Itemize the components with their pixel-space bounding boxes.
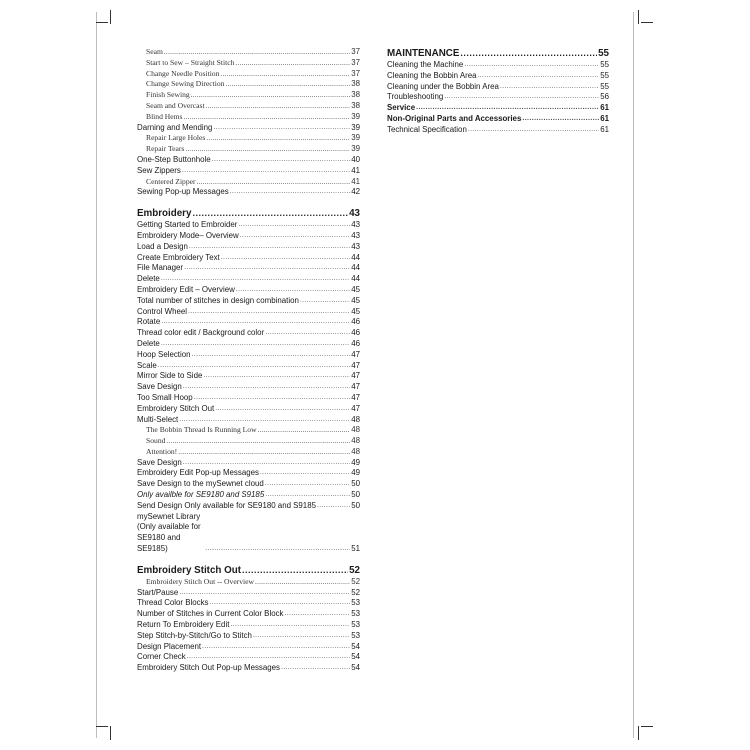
- toc-entry[interactable]: [137, 512, 360, 555]
- toc-leader-dots: [253, 631, 350, 642]
- toc-page-number: 43: [349, 208, 360, 220]
- toc-leader-dots: [235, 58, 350, 69]
- toc-entry-title: Embroidery Edit Pop-up Messages: [137, 468, 259, 478]
- toc-leader-dots: [468, 125, 599, 136]
- toc-left-column: [137, 47, 360, 674]
- toc-entry[interactable]: [387, 114, 609, 125]
- toc-entry[interactable]: [137, 274, 360, 285]
- toc-leader-dots: [166, 436, 350, 447]
- toc-entry-title: mySewnet Library (Only available for SE9180 and SE9185): [137, 511, 201, 554]
- toc-entry[interactable]: [137, 598, 360, 609]
- toc-leader-dots: [236, 285, 350, 296]
- toc-page-number: 39: [351, 133, 360, 143]
- toc-entry[interactable]: [137, 242, 360, 253]
- toc-leader-dots: [221, 253, 350, 264]
- crop-mark-top-left: [110, 10, 111, 24]
- toc-entry-title: Embroidery Mode– Overview: [137, 230, 239, 240]
- toc-leader-dots: [194, 393, 351, 404]
- toc-page-number: 38: [351, 100, 360, 110]
- toc-page-number: 47: [351, 360, 360, 370]
- toc-entry-title: Change Needle Position: [146, 68, 220, 78]
- toc-leader-dots: [187, 652, 351, 663]
- toc-entry-title: Create Embroidery Text: [137, 252, 220, 262]
- toc-page-number: 45: [351, 306, 360, 316]
- toc-entry[interactable]: [137, 642, 360, 653]
- toc-entry[interactable]: [137, 263, 360, 274]
- toc-page-number: 53: [351, 609, 360, 619]
- toc-leader-dots: [460, 47, 597, 60]
- toc-entry-title: Control Wheel: [137, 306, 187, 316]
- toc-page-number: 39: [351, 144, 360, 154]
- toc-page-number: 46: [351, 328, 360, 338]
- toc-entry-title: Repair Large Holes: [146, 133, 206, 143]
- toc-entry[interactable]: [137, 468, 360, 479]
- toc-entry-title: Attention!: [146, 446, 178, 456]
- toc-entry-title: Total number of stitches in design combination: [137, 295, 299, 305]
- toc-page-number: 37: [351, 47, 360, 56]
- toc-entry-title: One-Step Buttonhole: [137, 154, 211, 164]
- toc-entry-title: MAINTENANCE: [387, 48, 460, 59]
- toc-page-number: 53: [351, 630, 360, 640]
- toc-entry[interactable]: [137, 177, 360, 188]
- toc-entry[interactable]: [137, 166, 360, 177]
- toc-entry-title: Embroidery Stitch Out: [137, 403, 215, 413]
- toc-leader-dots: [258, 425, 351, 436]
- toc-leader-dots: [202, 642, 350, 653]
- toc-page-number: 38: [351, 90, 360, 100]
- toc-entry[interactable]: [137, 404, 360, 415]
- toc-leader-dots: [189, 242, 350, 253]
- toc-page-number: 55: [600, 60, 609, 69]
- toc-right-column: [387, 47, 609, 136]
- toc-entry[interactable]: [137, 123, 360, 134]
- toc-entry[interactable]: [137, 577, 360, 588]
- toc-page-number: 55: [600, 70, 609, 80]
- toc-page-number: 42: [351, 187, 360, 197]
- toc-leader-dots: [179, 415, 350, 426]
- toc-page-number: 48: [351, 436, 360, 446]
- toc-leader-dots: [192, 207, 348, 220]
- toc-entry[interactable]: [137, 588, 360, 599]
- toc-entry-title: Embroidery Stitch Out Pop-up Messages: [137, 663, 280, 673]
- toc-entry-title: Step Stitch-by-Stitch/Go to Stitch: [137, 630, 252, 640]
- toc-entry-title: Embroidery Stitch Out -- Overview: [146, 576, 254, 586]
- toc-leader-dots: [240, 231, 350, 242]
- toc-entry[interactable]: [137, 187, 360, 198]
- toc-entry-title: Delete: [137, 338, 160, 348]
- toc-page-number: 51: [351, 544, 360, 554]
- toc-leader-dots: [197, 177, 351, 188]
- toc-leader-dots: [478, 71, 600, 82]
- toc-page-number: 47: [351, 403, 360, 413]
- toc-entry-title: Too Small Hoop: [137, 392, 193, 402]
- toc-leader-dots: [206, 133, 350, 144]
- toc-entry[interactable]: [387, 125, 609, 136]
- toc-entry-title: Sound: [146, 436, 166, 446]
- toc-leader-dots: [255, 577, 350, 588]
- toc-entry-title: Embroidery: [137, 208, 192, 220]
- toc-entry[interactable]: [137, 47, 360, 58]
- toc-entry[interactable]: [137, 101, 360, 112]
- toc-entry[interactable]: [137, 231, 360, 242]
- toc-leader-dots: [203, 371, 350, 382]
- toc-page-number: 52: [351, 576, 360, 586]
- toc-leader-dots: [213, 123, 350, 134]
- crop-mark-top-left-h: [96, 22, 108, 23]
- toc-leader-dots: [182, 166, 350, 177]
- toc-leader-dots: [184, 263, 350, 274]
- toc-entry-title: Scale: [137, 360, 157, 370]
- toc-leader-dots: [238, 220, 350, 231]
- toc-entry[interactable]: [137, 285, 360, 296]
- toc-entry[interactable]: [387, 82, 609, 93]
- toc-entry[interactable]: [137, 620, 360, 631]
- toc-leader-dots: [416, 103, 599, 114]
- toc-page-number: 61: [600, 103, 609, 113]
- toc-entry[interactable]: [137, 253, 360, 264]
- toc-entry[interactable]: [137, 425, 360, 436]
- toc-entry-title: Service: [387, 103, 416, 113]
- toc-leader-dots: [184, 112, 351, 123]
- toc-entry[interactable]: [137, 393, 360, 404]
- toc-page-number: 55: [600, 81, 609, 91]
- toc-page-number: 47: [351, 349, 360, 359]
- toc-entry[interactable]: [137, 328, 360, 339]
- toc-page-number: 52: [349, 564, 360, 576]
- toc-entry[interactable]: [137, 79, 360, 90]
- toc-entry[interactable]: [137, 307, 360, 318]
- toc-entry[interactable]: [387, 103, 609, 114]
- toc-entry[interactable]: [137, 663, 360, 674]
- toc-entry-title: Multi-Select: [137, 414, 179, 424]
- toc-entry-title: Save Design to the mySewnet cloud: [137, 479, 264, 489]
- toc-leader-dots: [317, 501, 350, 512]
- toc-entry[interactable]: [137, 133, 360, 144]
- toc-entry[interactable]: [137, 207, 360, 220]
- toc-entry-title: Repair Tears: [146, 144, 185, 154]
- toc-page-number: 43: [351, 230, 360, 240]
- toc-entry-title: Start/Pause: [137, 587, 179, 597]
- toc-leader-dots: [230, 187, 351, 198]
- toc-entry-title: Embroidery Stitch Out: [137, 564, 241, 576]
- toc-leader-dots: [215, 404, 350, 415]
- toc-page-number: 47: [351, 371, 360, 381]
- toc-entry-title: Hoop Selection: [137, 349, 191, 359]
- toc-page-number: 52: [351, 587, 360, 597]
- toc-leader-dots: [212, 155, 351, 166]
- toc-leader-dots: [265, 490, 350, 501]
- toc-entry-title: Non-Original Parts and Accessories: [387, 113, 522, 123]
- toc-leader-dots: [192, 350, 351, 361]
- toc-leader-dots: [444, 92, 599, 103]
- toc-leader-dots: [464, 60, 599, 71]
- toc-entry-title: Cleaning under the Bobbin Area: [387, 81, 499, 91]
- toc-leader-dots: [265, 479, 350, 490]
- toc-entry[interactable]: [387, 71, 609, 82]
- toc-entry-title: Technical Specification: [387, 124, 467, 134]
- toc-entry-title: The Bobbin Thread Is Running Low: [146, 425, 257, 435]
- toc-leader-dots: [300, 296, 350, 307]
- toc-page-number: 46: [351, 338, 360, 348]
- toc-leader-dots: [205, 544, 350, 555]
- toc-leader-dots: [220, 69, 350, 80]
- toc-page-number: 56: [600, 92, 609, 102]
- toc-page-number: 44: [351, 263, 360, 273]
- toc-page-number: 53: [351, 598, 360, 608]
- toc-entry[interactable]: [137, 631, 360, 642]
- toc-entry[interactable]: [137, 458, 360, 469]
- toc-page-number: 50: [351, 479, 360, 489]
- toc-entry[interactable]: [387, 92, 609, 103]
- toc-entry-title: Design Placement: [137, 641, 202, 651]
- toc-page-number: 47: [351, 382, 360, 392]
- toc-entry-title: Getting Started to Embroider: [137, 220, 238, 230]
- crop-mark-bottom-right: [638, 726, 639, 740]
- crop-mark-top-right-h: [641, 22, 653, 23]
- toc-entry[interactable]: [387, 60, 609, 71]
- toc-page-number: 41: [351, 176, 360, 186]
- toc-page-number: 37: [351, 57, 360, 67]
- toc-entry[interactable]: [137, 144, 360, 155]
- toc-page-number: 39: [351, 122, 360, 132]
- toc-entry[interactable]: [137, 382, 360, 393]
- toc-entry-title: Seam: [146, 47, 163, 56]
- toc-entry-title: Sewing Pop-up Messages: [137, 187, 229, 197]
- toc-entry[interactable]: [137, 501, 360, 512]
- toc-leader-dots: [161, 317, 350, 328]
- toc-entry-title: Save Design: [137, 382, 182, 392]
- toc-entry[interactable]: [137, 339, 360, 350]
- toc-leader-dots: [225, 79, 350, 90]
- toc-entry-title: Mirror Side to Side: [137, 371, 203, 381]
- toc-entry[interactable]: [137, 58, 360, 69]
- toc-page-number: 48: [351, 446, 360, 456]
- toc-page-number: 61: [600, 113, 609, 123]
- toc-entry-title: Seam and Overcast: [146, 100, 205, 110]
- toc-entry[interactable]: [137, 652, 360, 663]
- toc-entry-title: Cleaning the Bobbin Area: [387, 70, 477, 80]
- toc-entry[interactable]: [137, 564, 360, 577]
- toc-leader-dots: [500, 82, 599, 93]
- toc-entry-title: Blind Hems: [146, 111, 183, 121]
- toc-page-number: 46: [351, 317, 360, 327]
- toc-leader-dots: [185, 144, 350, 155]
- toc-entry-title: Load a Design: [137, 241, 188, 251]
- toc-page-number: 48: [351, 425, 360, 435]
- crop-mark-bottom-left-h: [96, 726, 108, 727]
- toc-entry[interactable]: [137, 112, 360, 123]
- toc-page-number: 39: [351, 111, 360, 121]
- toc-leader-dots: [206, 101, 351, 112]
- toc-entry-title: File Manager: [137, 263, 184, 273]
- toc-page-number: 54: [351, 641, 360, 651]
- toc-page-number: 49: [351, 457, 360, 467]
- toc-entry[interactable]: [137, 371, 360, 382]
- toc-leader-dots: [209, 598, 350, 609]
- toc-page-number: 37: [351, 68, 360, 78]
- toc-entry-title: Thread color edit / Background color: [137, 328, 265, 338]
- toc-leader-dots: [161, 274, 350, 285]
- toc-page-number: 43: [351, 241, 360, 251]
- toc-page-number: 50: [351, 490, 360, 500]
- toc-entry-title: Thread Color Blocks: [137, 598, 209, 608]
- toc-entry[interactable]: [137, 155, 360, 166]
- toc-entry-title: Send Design Only available for SE9180 and S9185: [137, 500, 316, 510]
- toc-leader-dots: [161, 339, 350, 350]
- toc-entry-title: Corner Check: [137, 652, 186, 662]
- toc-entry-title: Return To Embroidery Edit: [137, 620, 230, 630]
- toc-leader-dots: [242, 564, 348, 577]
- toc-page-number: 53: [351, 620, 360, 630]
- toc-page-number: 54: [351, 663, 360, 673]
- toc-leader-dots: [281, 663, 350, 674]
- toc-page-number: 55: [598, 48, 609, 59]
- toc-page-number: 38: [351, 79, 360, 89]
- toc-entry-title: Sew Zippers: [137, 165, 181, 175]
- toc-entry[interactable]: [137, 436, 360, 447]
- toc-entry[interactable]: [137, 350, 360, 361]
- toc-entry-title: Cleaning the Machine: [387, 60, 464, 69]
- toc-entry-title: Start to Sew – Straight Stitch: [146, 57, 235, 67]
- toc-entry[interactable]: [137, 220, 360, 231]
- toc-entry[interactable]: [137, 490, 360, 501]
- toc-leader-dots: [260, 468, 350, 479]
- toc-entry[interactable]: [137, 296, 360, 307]
- toc-leader-dots: [183, 458, 350, 469]
- toc-entry[interactable]: [137, 447, 360, 458]
- toc-entry-title: Embroidery Edit – Overview: [137, 284, 235, 294]
- toc-page-number: 45: [351, 295, 360, 305]
- toc-entry-title: Only availble for SE9180 and S9185: [137, 490, 265, 500]
- toc-page-number: 54: [351, 652, 360, 662]
- toc-leader-dots: [230, 620, 350, 631]
- toc-page-number: 43: [351, 220, 360, 230]
- toc-leader-dots: [284, 609, 350, 620]
- toc-entry-title: Troubleshooting: [387, 92, 444, 102]
- toc-entry[interactable]: [137, 69, 360, 80]
- toc-page-number: 48: [351, 414, 360, 424]
- toc-entry-title: Save Design: [137, 457, 182, 467]
- toc-entry-title: Number of Stitches in Current Color Block: [137, 609, 284, 619]
- toc-leader-dots: [164, 47, 350, 58]
- toc-leader-dots: [179, 588, 350, 599]
- toc-entry-title: Darning and Mending: [137, 122, 213, 132]
- toc-entry-title: Rotate: [137, 317, 161, 327]
- toc-page-number: 44: [351, 252, 360, 262]
- toc-entry[interactable]: [137, 415, 360, 426]
- toc-entry[interactable]: [137, 479, 360, 490]
- toc-entry[interactable]: [137, 361, 360, 372]
- toc-entry[interactable]: [137, 317, 360, 328]
- crop-mark-top-right: [638, 10, 639, 24]
- crop-mark-bottom-left: [110, 726, 111, 740]
- toc-page-number: 61: [600, 124, 609, 134]
- toc-page-number: 45: [351, 284, 360, 294]
- toc-page-number: 40: [351, 154, 360, 164]
- toc-leader-dots: [265, 328, 350, 339]
- toc-leader-dots: [158, 361, 350, 372]
- toc-entry[interactable]: [387, 47, 609, 60]
- toc-page-number: 41: [351, 165, 360, 175]
- toc-leader-dots: [178, 447, 350, 458]
- toc-leader-dots: [188, 307, 350, 318]
- toc-page-number: 44: [351, 274, 360, 284]
- toc-leader-dots: [183, 382, 350, 393]
- toc-entry-title: Centered Zipper: [146, 176, 196, 186]
- toc-entry[interactable]: [137, 609, 360, 620]
- toc-leader-dots: [191, 90, 351, 101]
- toc-entry-title: Delete: [137, 274, 160, 284]
- toc-page-number: 47: [351, 392, 360, 402]
- toc-leader-dots: [522, 114, 599, 125]
- toc-entry[interactable]: [137, 90, 360, 101]
- toc-entry-title: Change Sewing Direction: [146, 79, 225, 89]
- crop-mark-bottom-right-h: [641, 726, 653, 727]
- toc-entry-title: Finish Sewing: [146, 90, 190, 100]
- toc-page-number: 49: [351, 468, 360, 478]
- toc-page-number: 50: [351, 500, 360, 510]
